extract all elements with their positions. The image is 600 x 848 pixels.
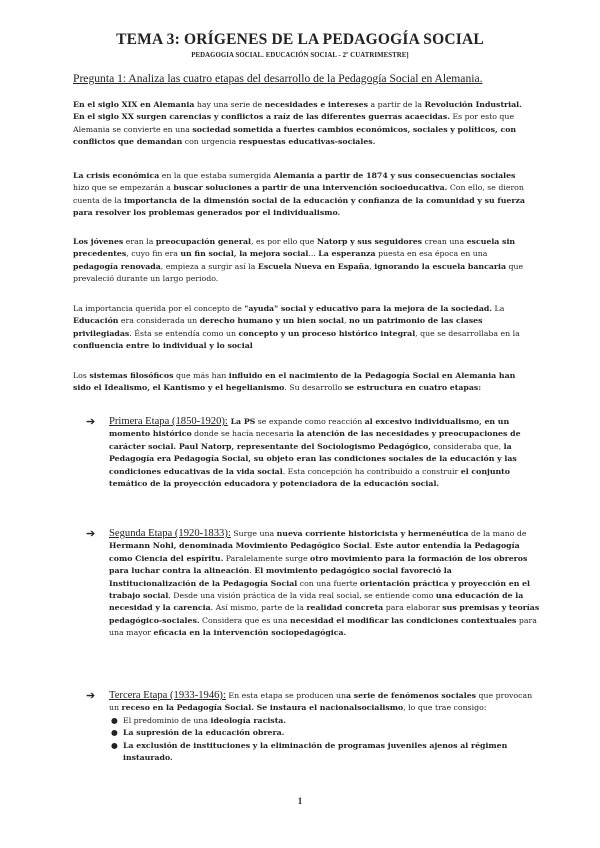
- stage-1-heading: Primera Etapa (1850-1920):: [109, 416, 228, 427]
- text-segment: influido en el nacimiento de la Pedagogía Social en Alemania han sido el Idealismo, el Kantismo y el hegelianismo: [73, 371, 516, 393]
- text-segment: eficacia en la intervención sociopedagógica.: [153, 628, 347, 638]
- text-segment: Es por esto que Alemania se convierte en una: [73, 112, 515, 134]
- text-segment: . Esta concepción ha contribuido a construir: [282, 466, 461, 476]
- text-segment: consideraba que,: [430, 441, 504, 451]
- bullet-icon: ●: [111, 740, 118, 750]
- text-segment: era considerada un: [118, 316, 200, 326]
- arrow-right-icon: ➔: [86, 689, 96, 702]
- text-segment: sus premisas y teorías pedagógico-sociales.: [109, 603, 540, 625]
- arrow-right-icon: ➔: [86, 527, 96, 540]
- text-segment: Los: [73, 371, 90, 380]
- arrow-right-icon: ➔: [86, 415, 96, 428]
- text-segment: orientación práctica y proyección en el trabajo social: [109, 578, 531, 601]
- text-segment: El movimiento pedagógico social favoreció la Institucionalización de la Pedagogía Social: [109, 566, 452, 588]
- text-segment: sociedad sometida a fuertes cambios económicos, sociales y políticos, con conflictos que demandan: [73, 124, 517, 147]
- text-segment: Considera que es una: [199, 615, 291, 625]
- text-segment: Hermann Nohl, denominada Movimiento Pedagógico Social: [109, 541, 370, 551]
- text-segment: respuestas educativas-sociales.: [238, 137, 376, 147]
- text-segment: ,: [344, 316, 349, 326]
- paragraph-2: [73, 170, 528, 220]
- text-segment: concepto y un proceso histórico integral: [238, 328, 416, 338]
- text-segment: al excesivo individualismo, en un momento histórico: [109, 417, 510, 439]
- text-segment: , que se desarrollaba en la: [415, 328, 520, 338]
- text-segment: que más han: [173, 371, 229, 380]
- text-segment: La crisis económica: [73, 171, 160, 180]
- text-segment: con urgencia: [182, 137, 239, 147]
- stage-2-text: [109, 528, 540, 640]
- stage-1-text: [109, 416, 540, 490]
- text-segment: una educación de la necesidad y la carencia: [109, 591, 524, 613]
- text-segment: Revolución Industrial.: [424, 100, 522, 109]
- text-segment: realidad concreta: [306, 603, 384, 613]
- text-segment: La esperanza: [318, 249, 376, 259]
- list-item: [109, 727, 540, 739]
- text-segment: ignorando la escuela bancaria: [374, 261, 507, 271]
- text-segment: para una mayor: [109, 615, 537, 638]
- paragraph-1: [73, 99, 528, 149]
- text-segment: , cuyo fin era: [126, 249, 181, 259]
- text-segment: que provocan un: [109, 691, 533, 713]
- text-segment: no un patrimonio de las clases privilegiadas: [73, 316, 483, 338]
- text-segment: necesidades e intereses: [264, 100, 369, 109]
- text-segment: La supresión de la educación obrera.: [123, 728, 285, 738]
- paragraph-3: [73, 236, 528, 286]
- text-segment: de la mano de: [468, 529, 527, 538]
- text-segment: sistemas filosóficos: [89, 371, 174, 380]
- text-segment: receso en la Pedagogía Social. Se instaura el nacionalsocialismo: [121, 703, 404, 713]
- text-segment: La: [492, 304, 505, 313]
- text-segment: ideología racista.: [210, 715, 287, 725]
- text-segment: La exclusión de instituciones y la eliminación de programas juveniles ajenos al régimen instaurado.: [123, 740, 508, 763]
- stage-2-heading: Segunda Etapa (1920-1833):: [109, 528, 231, 539]
- page-title: TEMA 3: ORÍGENES DE LA PEDAGOGÍA SOCIAL: [116, 31, 484, 48]
- text-segment: Escuela Nueva en España: [257, 261, 370, 271]
- text-segment: Paralelamente surge: [223, 553, 311, 563]
- text-segment: la Pedagogía era Pedagogía Social, su objeto eran las condiciones sociales de la educación y las condiciones educativas de la vida social: [109, 441, 517, 476]
- text-segment: a serie de fenómenos sociales: [346, 691, 477, 700]
- page-subtitle: PEDAGOGIA SOCIAL. EDUCACIÓN SOCIAL - 2º CUATRIMESTRE]: [191, 52, 409, 59]
- text-segment: "ayuda" social y educativo para la mejora de la sociedad.: [244, 304, 493, 313]
- text-segment: buscar soluciones a partir de una intervención socioeducativa.: [173, 183, 448, 193]
- text-segment: En esta etapa se producen un: [225, 691, 347, 700]
- text-segment: hizo que se empezarán a: [73, 183, 174, 193]
- text-segment: puesta en esa época en una: [375, 249, 488, 259]
- text-segment: .: [369, 541, 375, 551]
- text-segment: confluencia entre lo individual y lo social: [73, 341, 253, 351]
- text-segment: con una fuerte: [297, 578, 360, 588]
- text-segment: otro movimiento para la formación de los obreros para luchar contra la alineación: [109, 553, 528, 576]
- text-segment: hay una serie de: [194, 100, 265, 109]
- text-segment: para elaborar: [383, 603, 443, 613]
- text-segment: En el siglo XIX en Alemania: [73, 100, 195, 109]
- text-segment: . Su desarrollo: [284, 383, 345, 393]
- text-segment: escuela sin precedentes: [73, 237, 516, 259]
- text-segment: Este autor entendía la Pedagogía como Ciencia del espíritu.: [109, 541, 520, 563]
- text-segment: El predominio de una: [123, 715, 211, 725]
- text-segment: .: [249, 566, 255, 576]
- text-segment: , empieza a surgir así la: [160, 261, 258, 271]
- list-item: [109, 740, 540, 765]
- text-segment: Natorp y sus seguidores: [316, 237, 423, 246]
- text-segment: , lo que trae consigo:: [403, 703, 487, 713]
- text-segment: Educación: [73, 316, 119, 326]
- text-segment: pedagogía renovada: [73, 261, 161, 271]
- text-segment: Surge una: [230, 529, 277, 538]
- text-segment: Alemania a partir de 1874 y sus consecuencias sociales: [273, 171, 516, 180]
- text-segment: que prevaleció durante un largo periodo.: [73, 261, 524, 284]
- text-segment: preocupación general: [155, 237, 252, 246]
- text-segment: Los jóvenes: [73, 237, 124, 246]
- page-number: 1: [297, 796, 303, 806]
- bullet-icon: ●: [111, 728, 118, 738]
- stage-3-intro: [109, 690, 540, 715]
- text-segment: eran la: [123, 237, 156, 246]
- text-segment: En el siglo XX surgen carencias y conflictos a raíz de las diferentes guerras acaecidas.: [73, 112, 450, 122]
- text-segment: ,: [369, 261, 375, 271]
- text-segment: Con ello, se dieron cuenta de la: [73, 183, 524, 205]
- text-segment: derecho humano y un bien social: [199, 316, 345, 326]
- text-segment: importancia de la dimensión social de la educación y confianza de la comunidad y su fuerza para resolver los problemas generados por el individualismo.: [73, 195, 525, 218]
- text-segment: . Ésta se entendía como un: [129, 328, 239, 338]
- stage-3-text: [109, 690, 540, 764]
- text-segment: , es por ello que: [251, 237, 317, 246]
- text-segment: La importancia querida por el concepto de: [73, 304, 245, 313]
- paragraph-4: [73, 303, 528, 353]
- stage-3-heading: Tercera Etapa (1933-1946):: [109, 690, 226, 701]
- text-segment: ...: [308, 249, 319, 259]
- text-segment: La PS: [227, 417, 256, 426]
- text-segment: . Desde una visión práctica de la vida real social, se entiende como: [168, 591, 436, 601]
- text-segment: la atención de las necesidades y preocupaciones de carácter social. Paul Natorp, representante del Sociologismo Pedagógico,: [109, 429, 521, 451]
- text-segment: crean una: [422, 237, 467, 246]
- bullet-icon: ●: [111, 715, 118, 725]
- text-segment: a partir de la: [368, 100, 425, 109]
- text-segment: nueva corriente historicista y hermenéutica: [276, 529, 469, 538]
- text-segment: necesidad el modificar las condiciones contextuales: [290, 615, 517, 625]
- stage-3-bullet-list: [109, 715, 540, 765]
- list-item: [109, 715, 540, 727]
- text-segment: se estructura en cuatro etapas:: [344, 383, 482, 393]
- text-segment: donde se hacía necesaria: [191, 429, 297, 439]
- text-segment: en la que estaba sumergida: [159, 171, 274, 180]
- paragraph-5: [73, 370, 528, 395]
- text-segment: . Así mismo, parte de la: [210, 603, 307, 613]
- text-segment: se expande como reacción: [255, 417, 365, 426]
- text-segment: un fin social, la mejora social: [180, 249, 309, 259]
- text-segment: el conjunto temático de la proyección educadora y potenciadora de la educación social.: [109, 466, 510, 489]
- question-heading: Pregunta 1: Analiza las cuatro etapas del desarrollo de la Pedagogía Social en Alemania.: [73, 72, 483, 85]
